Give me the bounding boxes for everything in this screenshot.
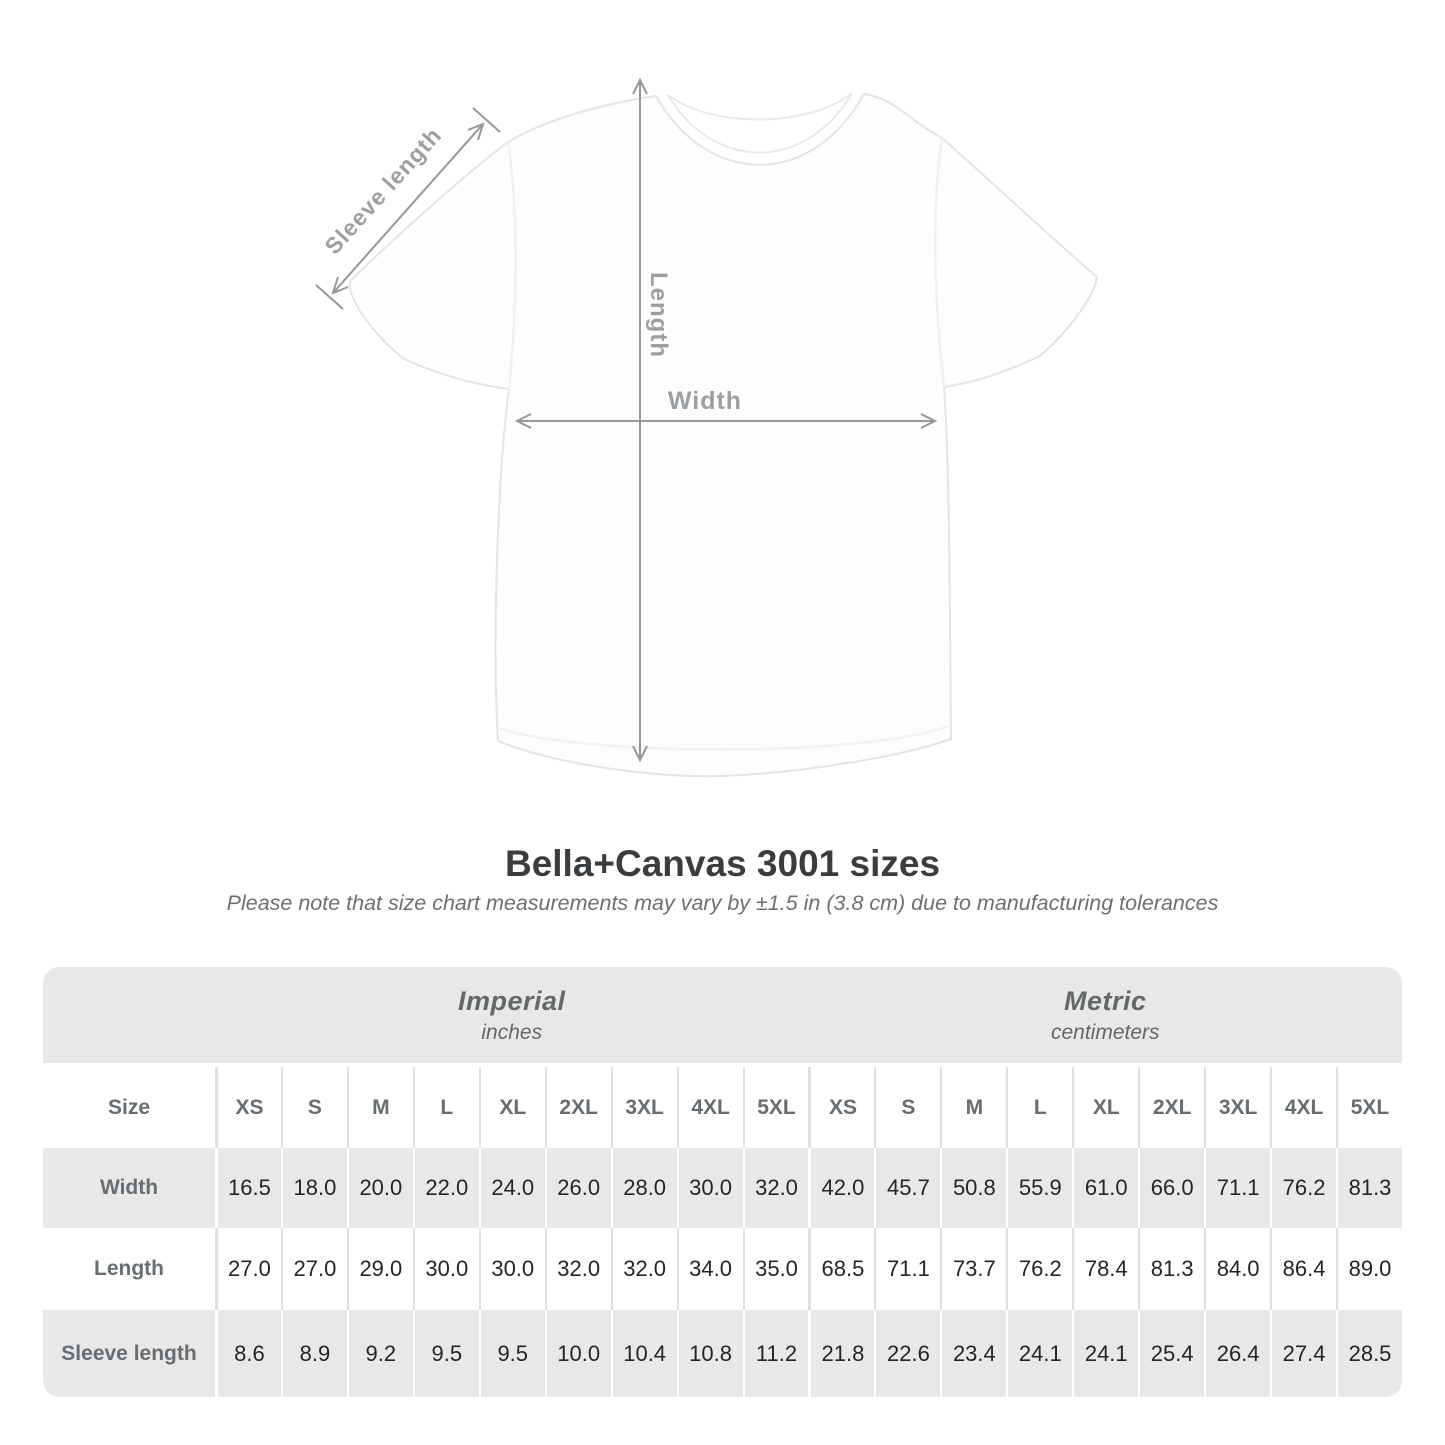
value-cell: 18.0 xyxy=(281,1148,347,1228)
value-cell: 29.0 xyxy=(347,1228,413,1310)
tolerance-note: Please note that size chart measurements may vary by ±1.5 in (3.8 cm) due to manufacturing tolerances xyxy=(226,891,1219,915)
value-cell: 42.0 xyxy=(808,1148,874,1228)
tshirt-outline xyxy=(350,94,1097,776)
value-cell: 22.0 xyxy=(413,1148,479,1228)
value-cell: 35.0 xyxy=(743,1228,809,1310)
value-cell: 68.5 xyxy=(808,1228,874,1310)
value-cell: 10.4 xyxy=(611,1310,677,1397)
value-cell: 30.0 xyxy=(677,1148,743,1228)
value-cell: 10.0 xyxy=(545,1310,611,1397)
value-cell: 76.2 xyxy=(1270,1148,1336,1228)
size-corner-header: Size xyxy=(107,1095,151,1119)
metric-title: Metric xyxy=(1063,985,1147,1016)
value-cell: 32.0 xyxy=(743,1148,809,1228)
value-cell: 8.6 xyxy=(215,1310,281,1397)
table-row-sleeve-length xyxy=(43,1310,1402,1397)
value-cell: 71.1 xyxy=(874,1228,940,1310)
value-cell: 61.0 xyxy=(1072,1148,1138,1228)
size-col-header-imperial-xs: XS xyxy=(215,1067,281,1148)
size-col-header-metric-s: S xyxy=(874,1067,940,1148)
value-cell: 78.4 xyxy=(1072,1228,1138,1310)
value-cell: 86.4 xyxy=(1270,1228,1336,1310)
imperial-unit: inches xyxy=(481,1020,543,1044)
imperial-title: Imperial xyxy=(457,985,566,1016)
size-col-header-metric-4xl: 4XL xyxy=(1270,1067,1336,1148)
value-cell: 20.0 xyxy=(347,1148,413,1228)
page-title: Bella+Canvas 3001 sizes xyxy=(504,843,941,884)
value-cell: 81.3 xyxy=(1138,1228,1204,1310)
size-col-header-metric-xs: XS xyxy=(808,1067,874,1148)
value-cell: 73.7 xyxy=(940,1228,1006,1310)
sleeve-length-label: Sleeve length xyxy=(319,122,447,260)
size-col-header-metric-xl: XL xyxy=(1072,1067,1138,1148)
unit-header-spacer xyxy=(43,967,215,1063)
size-col-header-imperial-2xl: 2XL xyxy=(545,1067,611,1148)
value-cell: 16.5 xyxy=(215,1148,281,1228)
value-cell: 22.6 xyxy=(874,1310,940,1397)
value-cell: 89.0 xyxy=(1336,1228,1402,1310)
size-table-body xyxy=(43,1067,1402,1397)
size-table xyxy=(43,967,1402,1397)
value-cell: 71.1 xyxy=(1204,1148,1270,1228)
size-col-header-imperial-l: L xyxy=(413,1067,479,1148)
table-row-width xyxy=(43,1148,1402,1228)
value-cell: 30.0 xyxy=(479,1228,545,1310)
size-col-header-imperial-5xl: 5XL xyxy=(743,1067,809,1148)
size-col-header-metric-2xl: 2XL xyxy=(1138,1067,1204,1148)
size-col-header-metric-3xl: 3XL xyxy=(1204,1067,1270,1148)
row-label: Length xyxy=(94,1257,164,1280)
size-col-header-imperial-xl: XL xyxy=(479,1067,545,1148)
size-header-row xyxy=(43,1067,1402,1148)
value-cell: 26.0 xyxy=(545,1148,611,1228)
value-cell: 81.3 xyxy=(1336,1148,1402,1228)
value-cell: 28.5 xyxy=(1336,1310,1402,1397)
metric-header xyxy=(809,967,1403,1063)
row-label: Sleeve length xyxy=(43,1310,215,1397)
value-cell: 8.9 xyxy=(281,1310,347,1397)
value-cell: 84.0 xyxy=(1204,1228,1270,1310)
value-cell: 34.0 xyxy=(677,1228,743,1310)
length-label: Length xyxy=(645,272,672,358)
value-cell: 66.0 xyxy=(1138,1148,1204,1228)
size-col-header-imperial-s: S xyxy=(281,1067,347,1148)
row-label: Width xyxy=(43,1148,215,1228)
value-cell: 45.7 xyxy=(874,1148,940,1228)
value-cell: 9.5 xyxy=(413,1310,479,1397)
size-col-header-imperial-m: M xyxy=(347,1067,413,1148)
size-col-header-imperial-3xl: 3XL xyxy=(611,1067,677,1148)
value-cell: 24.1 xyxy=(1006,1310,1072,1397)
value-cell: 32.0 xyxy=(611,1228,677,1310)
value-cell: 9.5 xyxy=(479,1310,545,1397)
value-cell: 27.4 xyxy=(1270,1310,1336,1397)
size-col-header-metric-l: L xyxy=(1006,1067,1072,1148)
size-col-header-metric-5xl: 5XL xyxy=(1336,1067,1402,1148)
width-label: Width xyxy=(667,387,743,415)
value-cell: 24.0 xyxy=(479,1148,545,1228)
value-cell: 21.8 xyxy=(808,1310,874,1397)
size-col-header-imperial-4xl: 4XL xyxy=(677,1067,743,1148)
value-cell: 9.2 xyxy=(347,1310,413,1397)
value-cell: 27.0 xyxy=(215,1228,281,1310)
value-cell: 30.0 xyxy=(413,1228,479,1310)
unit-header-row xyxy=(43,967,1402,1063)
value-cell: 11.2 xyxy=(743,1310,809,1397)
value-cell: 55.9 xyxy=(1006,1148,1072,1228)
value-cell: 26.4 xyxy=(1204,1310,1270,1397)
value-cell: 10.8 xyxy=(677,1310,743,1397)
table-row-length xyxy=(43,1228,1402,1310)
value-cell: 50.8 xyxy=(940,1148,1006,1228)
size-col-header-metric-m: M xyxy=(940,1067,1006,1148)
value-cell: 25.4 xyxy=(1138,1310,1204,1397)
value-cell: 23.4 xyxy=(940,1310,1006,1397)
imperial-header xyxy=(215,967,809,1063)
metric-unit: centimeters xyxy=(1050,1020,1160,1044)
value-cell: 27.0 xyxy=(281,1228,347,1310)
value-cell: 32.0 xyxy=(545,1228,611,1310)
collar-back-line xyxy=(668,93,852,120)
value-cell: 28.0 xyxy=(611,1148,677,1228)
value-cell: 24.1 xyxy=(1072,1310,1138,1397)
value-cell: 76.2 xyxy=(1006,1228,1072,1310)
